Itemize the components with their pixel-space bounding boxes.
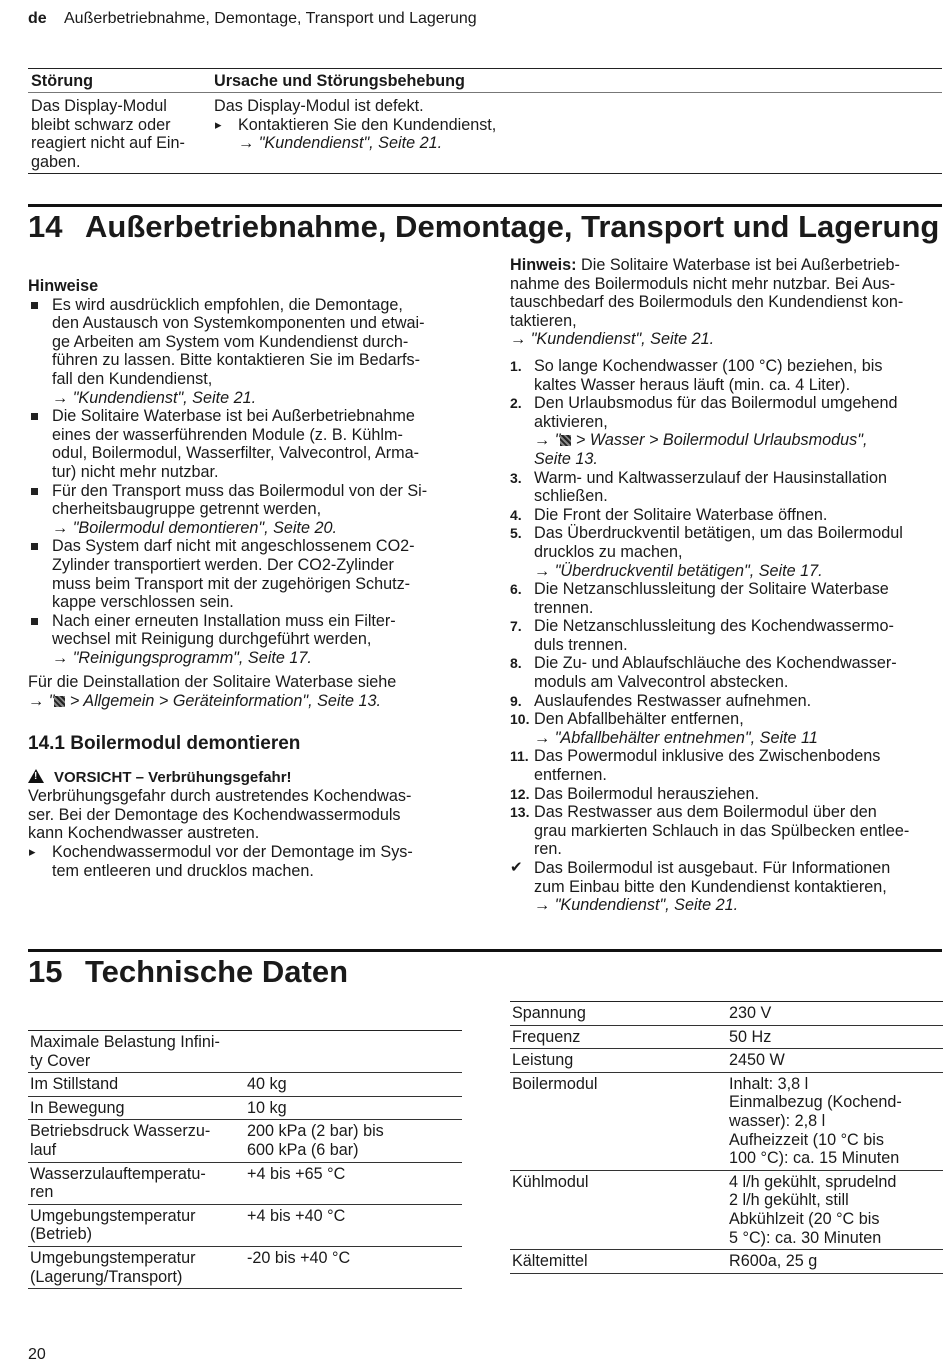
- step-item: 9. Auslaufendes Restwasser aufnehmen.: [510, 691, 812, 710]
- spec-value: +4 bis +40 °C: [245, 1204, 462, 1246]
- warning-triangle-icon: [28, 769, 44, 783]
- deinstall-text: Für die Deinstallation der Solitaire Waterbase siehe: [28, 673, 397, 692]
- page-number: 20: [28, 1346, 46, 1363]
- spec-value: 50 Hz: [727, 1025, 943, 1049]
- tech-table-left: [28, 1031, 462, 1289]
- tech-table-right: [510, 1002, 943, 1274]
- step-item: 1. So lange Kochendwasser (100 °C) beziehen, bis kaltes Wasser heraus läuft (min. ca. 4 Liter).: [510, 356, 883, 394]
- step-item: 13. Das Restwasser aus dem Boilermodul über den grau markierten Schlauch in das Spülbecken entlee- ren.: [510, 803, 910, 859]
- warning-text: Verbrühungsgefahr durch austretendes Kochendwas- ser. Bei der Demontage des Kochendwassermoduls kann Kochendwasser austreten.: [28, 787, 412, 843]
- spec-value: 230 V: [727, 1002, 943, 1025]
- warning-action: ▸ Kochendwassermodul vor der Demontage im Sys- tem entleeren und drucklos machen.: [28, 843, 468, 880]
- spec-label: Kühlmodul: [510, 1170, 727, 1249]
- table-row: [28, 1204, 462, 1246]
- table-row: [28, 1120, 462, 1162]
- steps-list: [510, 357, 945, 915]
- spec-value: [245, 1031, 462, 1073]
- col-header-cause: Ursache und Störungsbehebung: [214, 72, 465, 90]
- table-row: [28, 1162, 462, 1204]
- step-item: 3. Warm- und Kaltwasserzulauf der Hausinstallation schließen.: [510, 468, 887, 506]
- section-heading-14: 14 Außerbetriebnahme, Demontage, Transport und Lagerung: [28, 209, 940, 244]
- cross-reference-link[interactable]: → "Kundendienst", Seite 21.: [534, 896, 945, 915]
- warning-heading: !VORSICHT – Verbrühungsgefahr!: [28, 769, 468, 788]
- spec-value: 4 l/h gekühlt, sprudelnd 2 l/h gekühlt, still Abkühlzeit (20 °C bis 5 °C): ca. 30 Minuten: [727, 1170, 943, 1249]
- result-item: ✔ Das Boilermodul ist ausgebaut. Für Informationen zum Einbau bitte den Kundendienst kontaktieren, → "Kundendienst", Seite 21.: [510, 859, 945, 915]
- cross-reference-link[interactable]: → " > Wasser > Boilermodul Urlaubsmodus",: [534, 431, 945, 450]
- table-bottom-rule: [28, 173, 942, 174]
- cross-reference-link[interactable]: → " > Allgemein > Geräteinformation", Seite 13.: [28, 692, 468, 711]
- section-rule: [28, 204, 942, 207]
- spec-value: 40 kg: [245, 1073, 462, 1097]
- table-row: [510, 1025, 943, 1049]
- section-heading-15: 15 Technische Daten: [28, 954, 349, 989]
- step-item: 4. Die Front der Solitaire Waterbase öffnen.: [510, 505, 828, 524]
- note-item: Für den Transport muss das Boilermodul von der Si- cherheitsbaugruppe getrennt werden, → "Boilermodul demontieren", Seite 20.: [28, 482, 468, 538]
- table-row: [510, 1002, 943, 1025]
- step-item: 11. Das Powermodul inklusive des Zwischenbodens entfernen.: [510, 747, 881, 785]
- step-item: 2. Den Urlaubsmodus für das Boilermodul umgehend aktivieren, → " > Wasser > Boilermodul Urlaubsmodus", Seite 13.: [510, 394, 945, 468]
- table-row: [28, 1031, 462, 1073]
- table-row: [28, 1096, 462, 1120]
- table-header-rule: [28, 92, 942, 93]
- spec-label: Betriebsdruck Wasserzu- lauf: [28, 1120, 245, 1162]
- language-code: de: [28, 10, 47, 27]
- spec-label: Im Stillstand: [28, 1073, 245, 1097]
- cross-reference-link[interactable]: → "Kundendienst", Seite 21.: [238, 134, 442, 152]
- spec-label: Frequenz: [510, 1025, 727, 1049]
- spec-label: Leistung: [510, 1049, 727, 1073]
- running-header-title: Außerbetriebnahme, Demontage, Transport und Lagerung: [64, 10, 477, 27]
- step-item: 10. Den Abfallbehälter entfernen, → "Abfallbehälter entnehmen", Seite 11: [510, 710, 945, 747]
- spec-label: Boilermodul: [510, 1072, 727, 1170]
- spec-value: -20 bis +40 °C: [245, 1246, 462, 1288]
- note-item: Das System darf nicht mit angeschlossenem CO2- Zylinder transportiert werden. Der CO2-Zylinder muss beim Transport mit der zugehörigen Schutz- kappe verschlossen sein.: [28, 537, 468, 611]
- hinweis-paragraph: Hinweis: Die Solitaire Waterbase ist bei Außerbetrieb- nahme des Boilermoduls nicht mehr nutzbar. Bei Aus- tauschbedarf des Boilermoduls den Kundendienst kon- taktieren, → "Kundendienst", Seite 21.: [510, 256, 945, 349]
- table-row: [28, 1246, 462, 1288]
- right-column: [510, 256, 945, 915]
- cross-reference-link[interactable]: → "Kundendienst", Seite 21.: [52, 389, 468, 408]
- spec-label: Umgebungstemperatur (Betrieb): [28, 1204, 245, 1246]
- notes-label: Hinweise: [28, 277, 99, 295]
- cross-reference-link[interactable]: → "Boilermodul demontieren", Seite 20.: [52, 519, 468, 538]
- step-item: 6. Die Netzanschlussleitung der Solitaire Waterbase trennen.: [510, 580, 889, 617]
- settings-menu-icon: [54, 696, 65, 707]
- checkmark-icon: ✔: [510, 859, 523, 876]
- notes-list: [28, 296, 468, 668]
- fault-cell: Das Display-Modul bleibt schwarz oder reagiert nicht auf Ein- gaben.: [31, 97, 185, 171]
- table-top-rule: [28, 68, 942, 69]
- table-row: [510, 1170, 943, 1249]
- note-item: Nach einer erneuten Installation muss ein Filter- wechsel mit Reinigung durchgeführt werden, → "Reinigungsprogramm", Seite 17.: [28, 612, 468, 668]
- action-item: ▸ Kontaktieren Sie den Kundendienst, → "Kundendienst", Seite 21.: [214, 116, 914, 153]
- cross-reference-link[interactable]: → "Abfallbehälter entnehmen", Seite 11: [534, 729, 945, 748]
- table-row: [510, 1072, 943, 1170]
- spec-label: Kältemittel: [510, 1250, 727, 1274]
- step-item: 7. Die Netzanschlussleitung des Kochendwassermo- duls trennen.: [510, 617, 894, 654]
- spec-label: Spannung: [510, 1002, 727, 1025]
- step-item: 12. Das Boilermodul herausziehen.: [510, 784, 759, 803]
- cross-reference-link[interactable]: → "Überdruckventil betätigen", Seite 17.: [534, 562, 945, 581]
- section-rule: [28, 949, 942, 952]
- step-item: 5. Das Überdruckventil betätigen, um das Boilermodul drucklos zu machen, → "Überdruckventil betätigen", Seite 17.: [510, 524, 945, 580]
- spec-label: Maximale Belastung Infini- ty Cover: [28, 1031, 245, 1073]
- cross-reference-link[interactable]: → "Kundendienst", Seite 21.: [510, 330, 945, 349]
- cross-reference-link[interactable]: → "Reinigungsprogramm", Seite 17.: [52, 649, 468, 668]
- note-item: Die Solitaire Waterbase ist bei Außerbetriebnahme eines der wasserführenden Module (z. B. Kühlm- odul, Boilermodul, Wasserfilter, Valvecontrol, Arma- tur) nicht mehr nutzbar.: [28, 407, 468, 481]
- spec-label: Wasserzulauftemperatu- ren: [28, 1162, 245, 1204]
- spec-value: R600a, 25 g: [727, 1250, 943, 1274]
- note-item: Es wird ausdrücklich empfohlen, die Demontage, den Austausch von Systemkomponenten und etwai- ge Arbeiten am System vom Kundendienst durch- führen zu lassen. Bitte kontaktieren Sie im Bedarfs- fall den Kundendienst, → "Kundendienst", Seite 21.: [28, 296, 468, 408]
- left-column: [28, 277, 468, 880]
- spec-value: 10 kg: [245, 1096, 462, 1120]
- spec-value: 2450 W: [727, 1049, 943, 1073]
- step-item: 8. Die Zu- und Ablaufschläuche des Kochendwasser- moduls am Valvecontrol abstecken.: [510, 654, 897, 692]
- spec-label: In Bewegung: [28, 1096, 245, 1120]
- spec-value: +4 bis +65 °C: [245, 1162, 462, 1204]
- spec-value: 200 kPa (2 bar) bis 600 kPa (6 bar): [245, 1120, 462, 1162]
- table-row: [28, 1073, 462, 1097]
- subsection-heading-14-1: 14.1 Boilermodul demontieren: [28, 732, 301, 754]
- table-row: [510, 1250, 943, 1274]
- settings-menu-icon: [560, 435, 571, 446]
- col-header-fault: Störung: [31, 72, 94, 90]
- spec-label: Umgebungstemperatur (Lagerung/Transport): [28, 1246, 245, 1288]
- spec-value: Inhalt: 3,8 l Einmalbezug (Kochend- wasser): 2,8 l Aufheizzeit (10 °C bis 100 °C): ca. 15 Minuten: [727, 1072, 943, 1170]
- table-row: [510, 1049, 943, 1073]
- cause-cell: Das Display-Modul ist defekt. ▸ Kontaktieren Sie den Kundendienst, → "Kundendienst", Seite 21.: [214, 97, 914, 153]
